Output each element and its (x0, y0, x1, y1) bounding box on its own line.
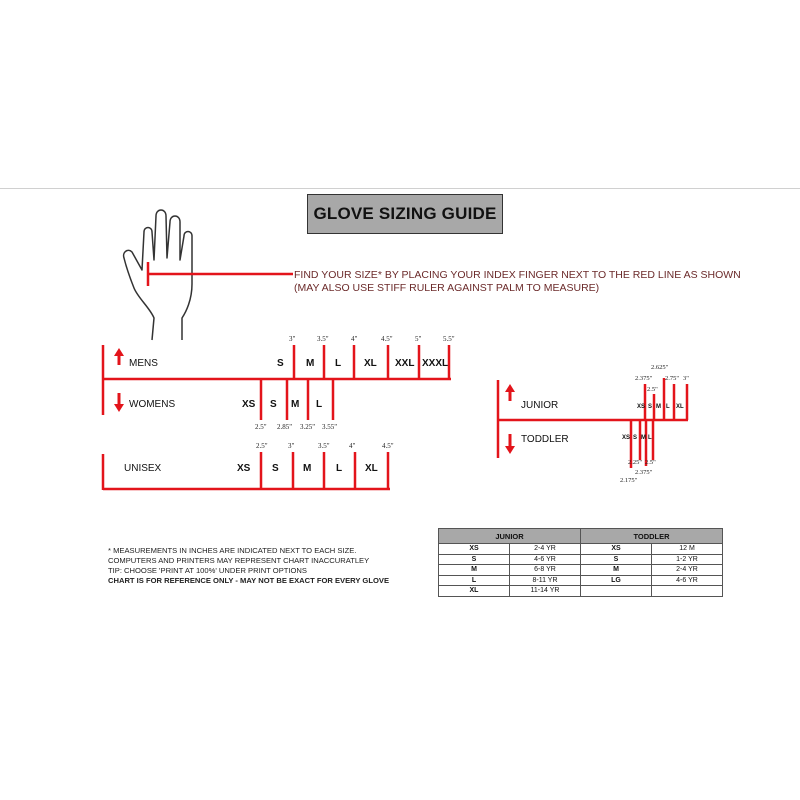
mens-arrow-up-icon (114, 348, 124, 356)
junior-age-cell: 4-6 YR (510, 554, 581, 565)
junior-size-cell: XS (439, 544, 510, 555)
junior-size-cell: L (439, 575, 510, 586)
toddler-label: TODDLER (521, 434, 569, 445)
junior-size: L (666, 404, 670, 410)
mens-size: XXL (395, 358, 415, 369)
toddler-size: L (648, 435, 652, 441)
toddler-size-cell (581, 586, 652, 597)
unisex-measure: 3" (288, 442, 295, 450)
womens-size: M (291, 399, 300, 410)
toddler-age-cell: 2-4 YR (652, 565, 723, 576)
junior-measure: 2.625" (651, 364, 669, 371)
womens-measure: 2.85" (277, 423, 293, 431)
notes (108, 546, 389, 586)
unisex-measure: 4.5" (382, 442, 394, 450)
womens-size: XS (242, 399, 256, 410)
mens-measure: 3.5" (317, 335, 329, 343)
toddler-age-cell: 1-2 YR (652, 554, 723, 565)
table-row (439, 554, 723, 565)
junior-label: JUNIOR (521, 400, 559, 411)
unisex-size: S (272, 463, 279, 474)
mens-measure: 4.5" (381, 335, 393, 343)
junior-measure: 2.375" (635, 375, 653, 382)
toddler-age-cell (652, 586, 723, 597)
adult-size-chart (95, 330, 455, 495)
toddler-measure: 2.175" (620, 477, 638, 484)
hand-illustration (110, 200, 295, 350)
toddler-size: M (641, 435, 646, 441)
mens-measure: 5.5" (443, 335, 455, 343)
toddler-measure: 2.5" (645, 459, 656, 466)
mens-size: XXXL (422, 358, 449, 369)
unisex-size: M (303, 463, 312, 474)
junior-size-cell: M (439, 565, 510, 576)
note-line-4: CHART IS FOR REFERENCE ONLY - MAY NOT BE EXACT FOR EVERY GLOVE (108, 576, 390, 585)
note-line-3: TIP: CHOOSE 'PRINT AT 100%' UNDER PRINT OPTIONS (108, 566, 307, 575)
womens-arrow-down-icon (114, 404, 124, 412)
womens-label: WOMENS (129, 399, 176, 410)
note-line-1: * MEASUREMENTS IN INCHES ARE INDICATED NEXT TO EACH SIZE. (108, 546, 357, 555)
junior-measure: 3" (683, 375, 689, 382)
mens-size: M (306, 358, 315, 369)
womens-measure: 3.55" (322, 423, 338, 431)
instruction-line-1: FIND YOUR SIZE* BY PLACING YOUR INDEX FINGER NEXT TO THE RED LINE AS SHOWN (294, 269, 741, 281)
table-row (439, 544, 723, 555)
toddler-size-cell: XS (581, 544, 652, 555)
toddler-size-cell: LG (581, 575, 652, 586)
mens-size: L (335, 358, 342, 369)
toddler-measure: 2.375" (635, 469, 653, 476)
womens-measure: 2.5" (255, 423, 267, 431)
junior-age-cell: 11-14 YR (510, 586, 581, 597)
note-line-2: COMPUTERS AND PRINTERS MAY REPRESENT CHART INACCURATLEY (108, 556, 370, 565)
womens-size: L (316, 399, 323, 410)
junior-age-cell: 8-11 YR (510, 575, 581, 586)
junior-arrow-up-icon (505, 384, 515, 392)
toddler-age-cell: 12 M (652, 544, 723, 555)
table-row (439, 586, 723, 597)
mens-measure: 5" (415, 335, 422, 343)
unisex-size: XL (365, 463, 378, 474)
unisex-measure: 4" (349, 442, 356, 450)
mens-size: XL (364, 358, 377, 369)
unisex-measure: 2.5" (256, 442, 268, 450)
page-title: GLOVE SIZING GUIDE (307, 194, 503, 234)
junior-measure: 2.75" (665, 375, 680, 382)
junior-age-cell: 2-4 YR (510, 544, 581, 555)
mens-size: S (277, 358, 284, 369)
junior-size: S (648, 404, 653, 410)
top-divider (0, 188, 800, 189)
womens-measure: 3.25" (300, 423, 316, 431)
toddler-size-cell: S (581, 554, 652, 565)
toddler-arrow-down-icon (505, 446, 515, 454)
instruction-line-2: (MAY ALSO USE STIFF RULER AGAINST PALM TO MEASURE) (294, 282, 600, 294)
unisex-size: L (336, 463, 343, 474)
table-row (439, 575, 723, 586)
junior-size: M (656, 404, 661, 410)
toddler-size: XS (622, 435, 631, 441)
mens-measure: 3" (289, 335, 296, 343)
junior-age-cell: 6-8 YR (510, 565, 581, 576)
age-size-table (438, 528, 723, 597)
mens-label: MENS (129, 358, 158, 369)
table-row (439, 565, 723, 576)
unisex-label: UNISEX (124, 463, 162, 474)
toddler-size: S (633, 435, 638, 441)
junior-measure: 2.5" (647, 386, 658, 393)
toddler-age-cell: 4-6 YR (652, 575, 723, 586)
unisex-size: XS (237, 463, 251, 474)
instructions (294, 269, 741, 295)
junior-size-cell: XL (439, 586, 510, 597)
toddler-size-cell: M (581, 565, 652, 576)
mens-measure: 4" (351, 335, 358, 343)
junior-size: XS (637, 404, 646, 410)
junior-header: JUNIOR (439, 529, 581, 544)
unisex-measure: 3.5" (318, 442, 330, 450)
toddler-header: TODDLER (581, 529, 723, 544)
womens-size: S (270, 399, 277, 410)
junior-size-cell: S (439, 554, 510, 565)
toddler-measure: 2.25" (628, 459, 643, 466)
junior-size: XL (676, 404, 684, 410)
kids-size-chart (490, 358, 705, 488)
